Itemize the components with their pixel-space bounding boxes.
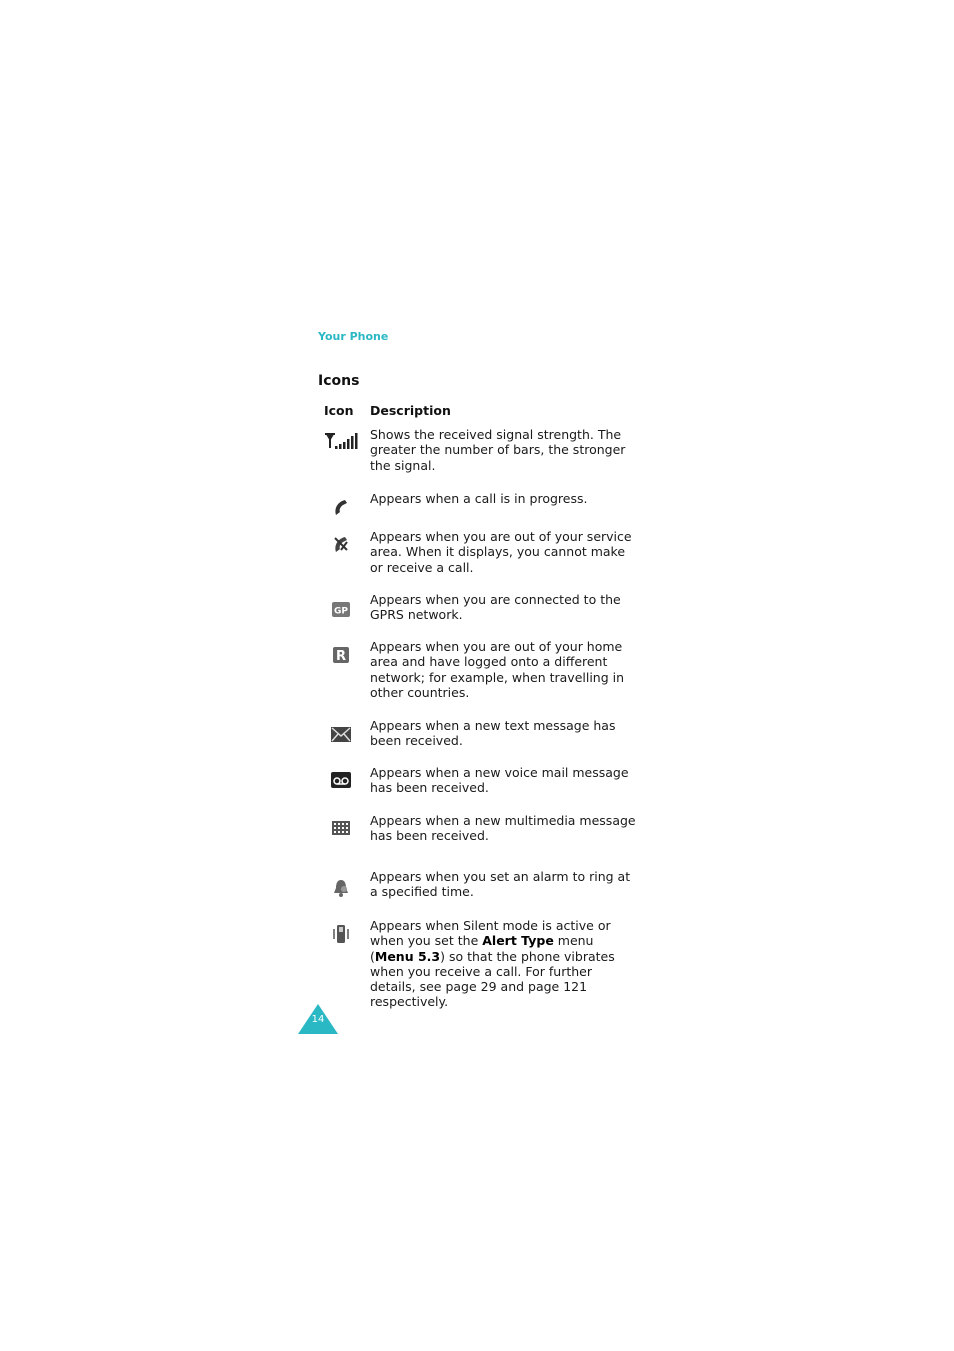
page-number-badge xyxy=(298,1004,338,1034)
voice-mail-icon xyxy=(322,768,360,792)
section-header: Your Phone xyxy=(318,330,389,343)
signal-strength-icon xyxy=(322,429,360,453)
row-description: Appears when you are connected to the GPRS network. xyxy=(370,592,621,623)
call-in-progress-icon xyxy=(322,495,360,519)
roaming-icon xyxy=(322,643,360,667)
row-description: Shows the received signal strength. The greater the number of bars, the stronger the signal. xyxy=(370,427,626,473)
multimedia-message-icon xyxy=(322,816,360,840)
row-description: Appears when you set an alarm to ring at a specified time. xyxy=(370,869,631,900)
svg-text:R: R xyxy=(335,649,347,664)
silent-mode-icon xyxy=(322,922,360,946)
page-number: 14 xyxy=(311,1014,325,1025)
row-description: Appears when a new voice mail message has been received. xyxy=(370,765,629,796)
row-description: Appears when you are out of your service area. When it displays, you cannot make or receive a call. xyxy=(370,529,632,575)
out-of-service-icon xyxy=(322,532,360,556)
page-title: Icons xyxy=(318,373,360,389)
menu-number-label: Menu 5.3 xyxy=(374,948,441,964)
row-description: Appears when Silent mode is active or when you set the Alert Type menu (Menu 5.3) so that the phone vibrates when you receive a call. For further details, see page 29 and page 121 respectively. xyxy=(370,918,615,1010)
row-description: Appears when a call is in progress. xyxy=(370,491,588,506)
column-header-description: Description xyxy=(370,403,451,418)
row-description: Appears when you are out of your home area and have logged onto a different network; for example, when travelling in other countries. xyxy=(370,639,625,700)
svg-text:GP: GP xyxy=(334,606,348,617)
alert-type-label: Alert Type xyxy=(482,933,554,949)
text-message-icon xyxy=(322,723,360,747)
row-description: Appears when a new text message has been received. xyxy=(370,718,616,749)
row-description: Appears when a new multimedia message has been received. xyxy=(370,813,636,844)
alarm-icon xyxy=(322,876,360,900)
gprs-icon xyxy=(322,598,360,622)
column-header-icon: Icon xyxy=(324,403,354,418)
